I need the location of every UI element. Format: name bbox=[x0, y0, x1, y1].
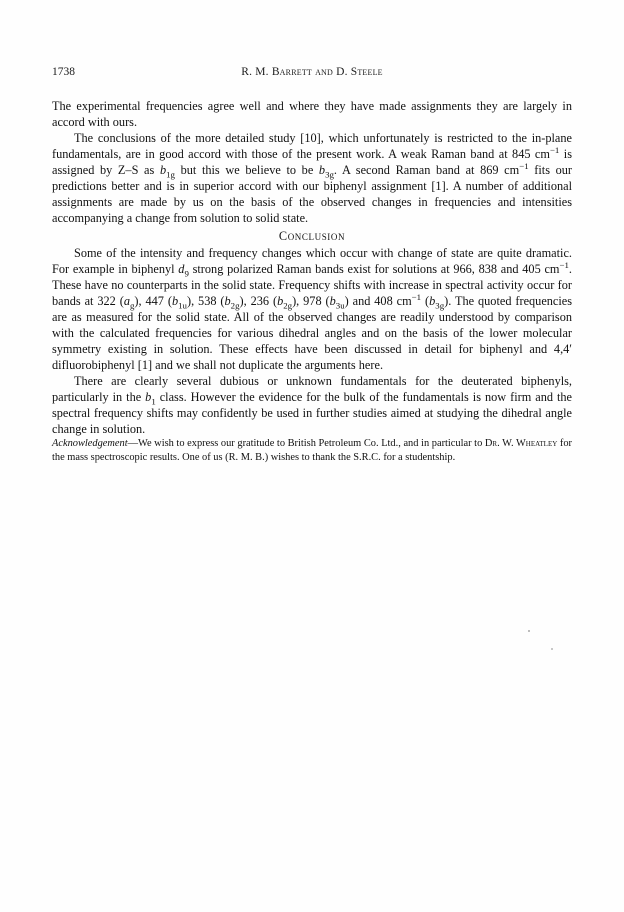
running-head-authors: R. M. Barrett and D. Steele bbox=[241, 66, 383, 78]
paragraph-state-changes: Some of the intensity and frequency changes which occur with change of state are quite dramatic. For example in biphenyl $d_9$ strong polarized Raman bands exist for solutions at 966, 838 and 405 $cm^{-1}$. These have no counterparts in the solid state. Frequency shifts with increase in spectral activity occur for bands at 322 $(a_g)$, 447 $(b_{1u})$, 538 $(b_{2g})$, 236 $(b_{2g})$, 978 $(b_{3u})$ and 408 $cm^{-1}$ $(b_{3g})$. The quoted frequencies are as measured for the solid state. All of the observed changes are readily understood by comparison with the calculated frequencies for various dihedral angles and on the basis of the lower molecular symmetry existing in solution. These effects have been discussed in detail for biphenyl and 4,4′ difluorobiphenyl [1] and we shall not duplicate the arguments here. bbox=[52, 246, 573, 372]
page-number: 1738 bbox=[52, 66, 75, 78]
section-heading-conclusion: Conclusion bbox=[278, 229, 346, 243]
paragraph-detailed-study: The conclusions of the more detailed study [10], which unfortunately is restricted to the in-plane fundamentals, are in good accord with those of the present work. A weak Raman band at 845 $cm^{-1}$ is assigned by Z–S as $b_{1g}$ but this we believe to be $b_{3g}$. A second Raman band at 869 $cm^{-1}$ fits our predictions better and is in superior accord with our biphenyl assignment [1]. A number of additional assignments are made by us on the basis of the observed changes in frequencies and intensities accompanying a change from solution to solid state. bbox=[52, 131, 573, 225]
article-body bbox=[52, 98, 572, 465]
paragraph-deuterated-fundamentals: There are clearly several dubious or unknown fundamentals for the deuterated biphenyls, particularly in the $b_1$ class. However the evidence for the bulk of the fundamentals is now firm and the spectral frequency shifts may confidently be used in further studies aimed at studying the dihedral angle change in solution. bbox=[52, 374, 572, 436]
paragraph-assignments-accord: The experimental frequencies agree well and where they have made assignments they are largely in accord with ours. bbox=[52, 99, 572, 129]
scan-speck bbox=[528, 630, 530, 632]
acknowledgement-note: Acknowledgement—We wish to express our gratitude to British Petroleum Co. Ltd., and in particular to Dr. W. Wheatley for the mass spectroscopic results. One of us (R. M. B.) wishes to thank the S.R.C. for a studentship. bbox=[52, 438, 573, 463]
page-header bbox=[52, 66, 572, 82]
scan-speck bbox=[551, 648, 553, 650]
